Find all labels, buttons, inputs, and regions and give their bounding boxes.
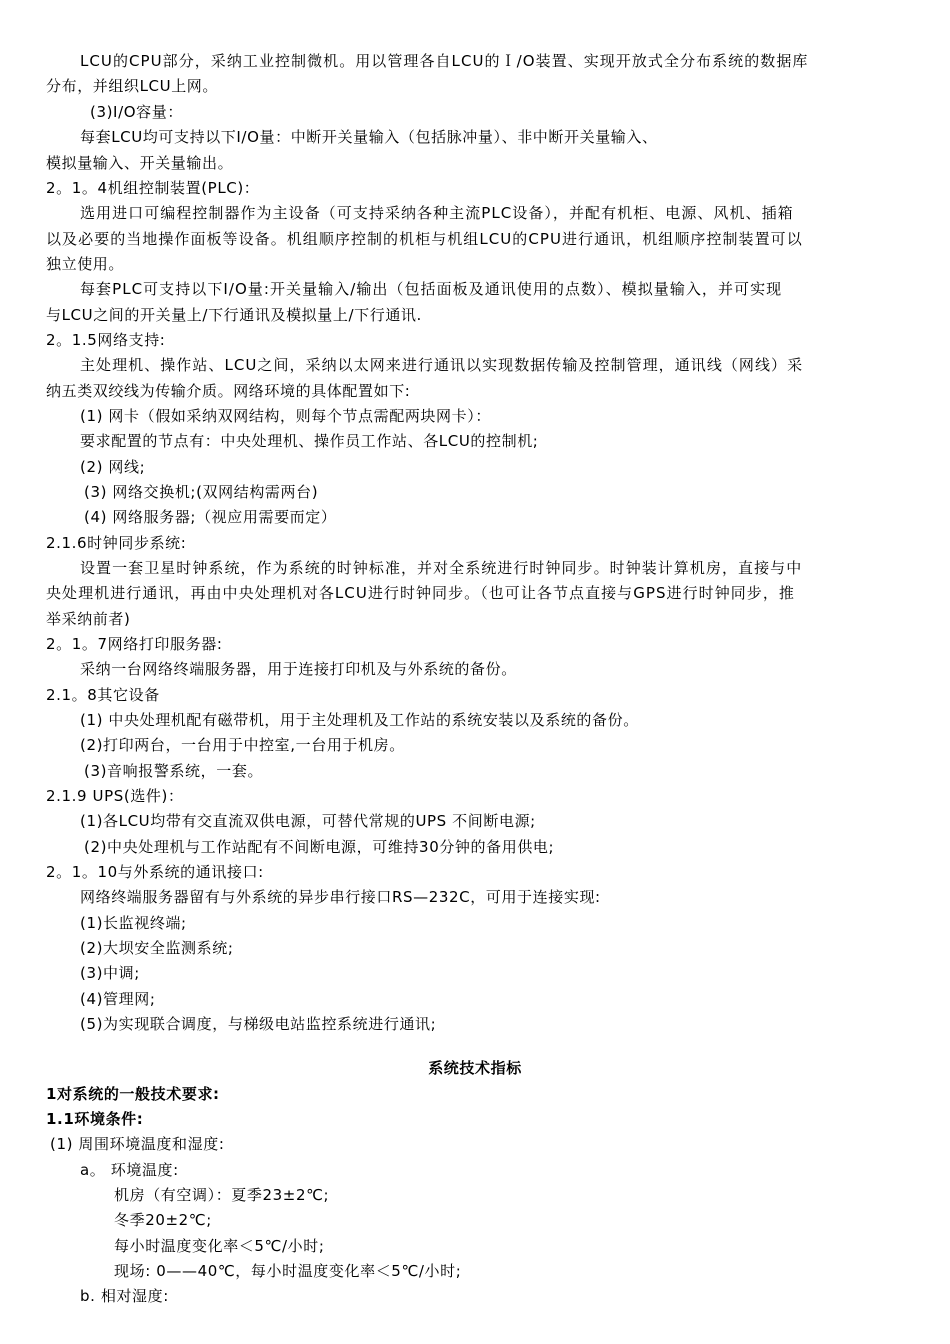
- list-item: (1)各LCU均带有交直流双供电源，可替代常规的UPS 不间断电源;: [80, 812, 536, 830]
- list-item: (2) 网线;: [80, 458, 146, 476]
- document-title: 系统技术指标: [428, 1059, 522, 1077]
- paragraph-line: 以及必要的当地操作面板等设备。机组顺序控制的机柜与机组LCU的CPU进行通讯，机组顺序控制装置可以: [46, 230, 803, 248]
- list-item: (4)管理网;: [80, 990, 156, 1008]
- paragraph-line: 选用进口可编程控制器作为主设备（可支持采纳各种主流PLC设备），并配有机柜、电源、风机、插箱: [80, 204, 794, 222]
- paragraph-line: 机房（有空调）：夏季23±2℃;: [114, 1186, 330, 1204]
- list-item: (1)长监视终端;: [80, 914, 187, 932]
- section-heading: 2。1。7网络打印服务器:: [46, 635, 223, 653]
- paragraph-line: 举采纳前者): [46, 610, 131, 628]
- list-item: (3) 网络交换机;(双网结构需两台): [84, 483, 319, 501]
- list-item: (4) 网络服务器;（视应用需要而定）: [84, 508, 337, 526]
- list-item: (3)音响报警系统，一套。: [84, 762, 264, 780]
- list-item: (1) 网卡（假如采纳双网结构，则每个节点需配两块网卡）：: [80, 407, 491, 425]
- section-heading: 2。1。4机组控制装置(PLC)：: [46, 179, 260, 197]
- paragraph-line: 每套PLC可支持以下I/O量:开关量输入/输出（包括面板及通讯使用的点数）、模拟量输入，并可实现: [80, 280, 783, 298]
- paragraph-line: 独立使用。: [46, 255, 125, 273]
- list-item: (5)为实现联合调度，与梯级电站监控系统进行通讯;: [80, 1015, 437, 1033]
- paragraph-line: LCU的CPU部分，采纳工业控制微机。用以管理各自LCU的Ｉ/O装置、实现开放式全分布系统的数据库: [80, 52, 809, 70]
- section-heading: 2.1。8其它设备: [46, 686, 160, 704]
- paragraph-line: 要求配置的节点有：中央处理机、操作员工作站、各LCU的控制机;: [80, 432, 539, 450]
- list-item: (1) 中央处理机配有磁带机，用于主处理机及工作站的系统安装以及系统的备份。: [80, 711, 639, 729]
- list-item: (2)打印两台，一台用于中控室,一台用于机房。: [80, 736, 405, 754]
- section-heading: 1.1环境条件:: [46, 1110, 144, 1128]
- section-heading: 2。1.5网络支持:: [46, 331, 166, 349]
- list-item: a。 环境温度:: [80, 1161, 179, 1179]
- paragraph-line: 现场: 0——40℃，每小时温度变化率＜5℃/小时;: [114, 1262, 462, 1280]
- list-item: b. 相对湿度:: [80, 1287, 169, 1305]
- paragraph-line: 与LCU之间的开关量上/下行通讯及模拟量上/下行通讯.: [46, 306, 422, 324]
- paragraph-line: 分布，并组织LCU上网。: [46, 77, 219, 95]
- paragraph-line: 冬季20±2℃;: [114, 1211, 212, 1229]
- section-heading: 1对系统的一般技术要求:: [46, 1085, 220, 1103]
- paragraph-line: 设置一套卫星时钟系统，作为系统的时钟标准，并对全系统进行时钟同步。时钟装计算机房，直接与中: [80, 559, 803, 577]
- list-item: (3)I/O容量：: [90, 103, 183, 121]
- section-heading: 2.1.6时钟同步系统:: [46, 534, 187, 552]
- list-item: (2)大坝安全监测系统;: [80, 939, 234, 957]
- paragraph-line: 央处理机进行通讯，再由中央处理机对各LCU进行时钟同步。（也可让各节点直接与GPS进行时钟同步，推: [46, 584, 795, 602]
- list-item: (2)中央处理机与工作站配有不间断电源，可维持30分钟的备用供电;: [84, 838, 555, 856]
- list-item: (3)中调;: [80, 964, 140, 982]
- paragraph-line: 主处理机、操作站、LCU之间，采纳以太网来进行通讯以实现数据传输及控制管理，通讯线（网线）采: [80, 356, 804, 374]
- paragraph-line: 每小时温度变化率＜5℃/小时;: [114, 1237, 325, 1255]
- section-heading: 2。1。10与外系统的通讯接口:: [46, 863, 264, 881]
- list-item: (1) 周围环境温度和湿度:: [50, 1135, 225, 1153]
- paragraph-line: 网络终端服务器留有与外系统的异步串行接口RS—232C，可用于连接实现:: [80, 888, 601, 906]
- paragraph-line: 模拟量输入、开关量输出。: [46, 154, 234, 172]
- paragraph-line: 采纳一台网络终端服务器，用于连接打印机及与外系统的备份。: [80, 660, 517, 678]
- paragraph-line: 纳五类双绞线为传输介质。网络环境的具体配置如下:: [46, 382, 411, 400]
- paragraph-line: 每套LCU均可支持以下I/O量：中断开关量输入（包括脉冲量）、非中断开关量输入、: [80, 128, 658, 146]
- section-heading: 2.1.9 UPS(选件)：: [46, 787, 184, 805]
